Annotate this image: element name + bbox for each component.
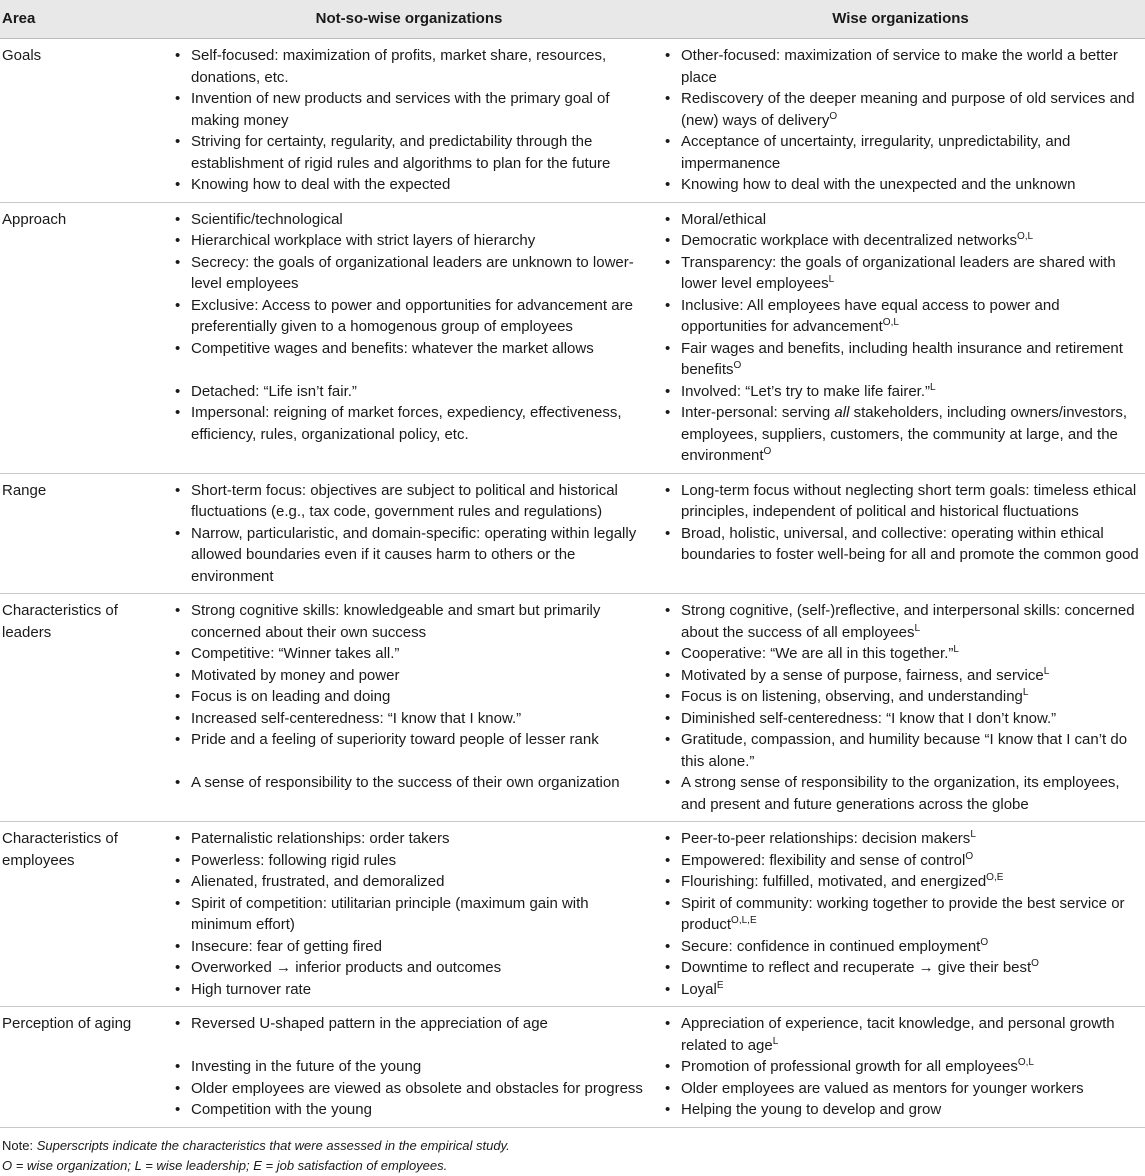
item-text: Investing in the future of the young [191,1058,422,1075]
superscript-marker: L [828,274,835,285]
superscript-marker: O [965,850,974,862]
superscript-marker: E [716,979,724,991]
item-text: Competitive wages and benefits: whatever the market allows [191,339,594,357]
item-text: Empowered: flexibility and sense of control [681,851,966,869]
item-text: Narrow, particularistic, and domain-specific: operating within legally allowed boundaries even if it causes harm to others or the environment [191,524,637,585]
item-text: Insecure: fear of getting fired [191,937,382,955]
item-text: Helping the young to develop and grow [681,1101,942,1118]
list-item [658,708,1145,730]
note-line-1: Superscripts indicate the characteristics that were assessed in the empirical study. [36,1137,510,1153]
table-note [0,1128,1145,1176]
list-item [658,772,1145,815]
list-item [658,936,1145,958]
row-area-label: Characteristics of employees [2,830,118,869]
item-text: Older employees are valued as mentors for younger workers [681,1079,1084,1097]
table-row [0,1007,1145,1128]
item-text: Promotion of professional growth for all employees [681,1058,1018,1075]
superscript-marker: O,L [882,317,899,328]
bullet-list [168,600,648,794]
list-item [658,230,1145,252]
table-row [0,39,1145,203]
note-prefix: Note: [2,1137,37,1153]
superscript-marker: O,L,E [731,915,757,926]
row-area-label: Perception of aging [2,1015,132,1032]
list-item [658,480,1145,523]
list-item [168,957,648,979]
list-item [168,600,648,643]
item-text: Pride and a feeling of superiority toward people of lesser rank [191,731,599,748]
item-text: Transparency: the goals of organizational leaders are shared with lower level employees [681,253,1116,292]
item-text: Peer-to-peer relationships: decision makers [681,830,971,847]
item-text: Inclusive: All employees have equal access to power and opportunities for advancement [681,296,1060,335]
item-text: Cooperative: “We are all in this together.” [681,645,954,662]
not-wise-cell [162,473,656,594]
list-item [658,402,1145,467]
header-wise: Wise organizations [656,0,1145,39]
list-item [658,665,1145,687]
list-item [658,828,1145,850]
item-text: Other-focused: maximization of service to make the world a better place [681,47,1118,86]
bullet-list [168,480,648,588]
list-item [168,1056,648,1078]
item-text: Gratitude, compassion, and humility because “I know that I can’t do this alone.” [681,731,1128,770]
list-item [168,828,648,850]
item-text: Exclusive: Access to power and opportunities for advancement are preferentially given to a homogenous group of employees [191,296,633,335]
list-item [658,523,1145,566]
superscript-marker: L [953,644,959,655]
item-text: Competition with the young [191,1101,372,1118]
row-area-label: Approach [2,210,67,228]
superscript-marker: O [980,936,989,948]
item-text: Paternalistic relationships: order takers [191,830,450,847]
item-text: Striving for certainty, regularity, and predictability through the establishment of rigid rules and algorithms to plan for the future [191,133,611,172]
list-item [168,893,648,936]
list-item [168,1013,648,1035]
item-text: Strong cognitive, (self-)reflective, and interpersonal skills: concerned about the success of all employees [681,602,1135,641]
header-area: Area [0,0,162,39]
list-item [658,1099,1145,1121]
list-item [658,871,1145,893]
list-item [658,1078,1145,1100]
list-item [658,295,1145,338]
list-item [658,893,1145,936]
list-item [168,45,648,88]
superscript-marker: L [1043,665,1050,677]
list-item [168,729,648,751]
list-item [168,209,648,231]
wise-cell [656,473,1145,594]
item-text: stakeholders, including owners/investors, employees, suppliers, customers, the community at large, and the environment [681,404,1128,464]
item-text: Invention of new products and services with the primary goal of making money [191,90,610,129]
item-text: Hierarchical workplace with strict layers of hierarchy [191,232,536,249]
item-text: Spirit of competition: utilitarian principle (maximum gain with minimum effort) [191,894,589,933]
list-item [658,209,1145,231]
item-text: Acceptance of uncertainty, irregularity, unpredictability, and impermanence [681,133,1071,172]
item-text: Alienated, frustrated, and demoralized [191,873,445,890]
list-item [168,88,648,131]
bullet-list [658,828,1145,1000]
list-item [168,643,648,665]
list-item [658,252,1145,295]
item-text: Short-term focus: objectives are subject to political and historical fluctuations (e.g., tax code, government rules and regulations) [191,481,618,520]
list-item [658,957,1145,979]
item-text: Reversed U-shaped pattern in the appreciation of age [191,1015,548,1032]
header-not-wise: Not-so-wise organizations [162,0,656,39]
list-item [658,338,1145,381]
item-text: Involved: “Let’s try to make life fairer.” [681,382,930,400]
list-item [168,174,648,196]
bullet-list [168,1013,648,1121]
wise-cell [656,1007,1145,1128]
list-item [168,686,648,708]
note-line-2: O = wise organization; L = wise leadership; E = job satisfaction of employees. [2,1157,448,1173]
list-item [168,338,648,360]
item-text: Spirit of community: working together to provide the best service or product [681,894,1125,933]
superscript-marker: L [772,1035,779,1047]
item-text: A sense of responsibility to the success of their own organization [191,774,620,791]
list-item [168,1078,648,1100]
superscript-marker: L [1022,687,1029,698]
row-area-label: Goals [2,47,42,64]
bullet-list [658,480,1145,566]
item-text: Secrecy: the goals of organizational leaders are unknown to lower-level employees [191,253,634,292]
item-text: Rediscovery of the deeper meaning and purpose of old services and (new) ways of delivery [681,90,1135,129]
item-text-emphasis: all [834,404,850,421]
wise-cell [656,39,1145,203]
not-wise-cell [162,594,656,822]
item-text: Appreciation of experience, tacit knowledge, and personal growth related to age [681,1015,1115,1054]
superscript-marker: L [930,381,936,393]
superscript-marker: L [914,622,921,634]
list-item [168,936,648,958]
superscript-marker: O,L [1016,231,1034,242]
list-item [658,850,1145,872]
superscript-marker: L [970,829,976,840]
not-wise-cell [162,822,656,1007]
bullet-list [658,600,1145,815]
item-text: Downtime to reflect and recuperate → give their best [681,959,1032,976]
item-text: Knowing how to deal with the expected [191,176,451,193]
wise-cell [656,822,1145,1007]
item-text: Scientific/technological [191,210,343,228]
superscript-marker: O [733,360,742,371]
list-item [658,979,1145,1001]
list-item [168,979,648,1001]
item-text: Fair wages and benefits, including health insurance and retirement benefits [681,339,1123,378]
list-item [168,252,648,295]
item-text: Focus is on listening, observing, and understanding [681,688,1023,705]
bullet-list [168,45,648,196]
not-wise-cell [162,202,656,473]
list-item [168,871,648,893]
item-text: Increased self-centeredness: “I know that I know.” [191,709,522,727]
superscript-marker: O,L [1017,1057,1034,1068]
superscript-marker: O [1031,958,1039,969]
list-item [168,850,648,872]
bullet-list [658,209,1145,467]
list-item [168,1099,648,1121]
list-item [168,381,648,403]
superscript-marker: O,E [986,872,1004,883]
bullet-list [658,45,1145,196]
item-text: Strong cognitive skills: knowledgeable and smart but primarily concerned about their own success [191,602,601,641]
wise-cell [656,594,1145,822]
bullet-list [658,1013,1145,1121]
list-item [658,643,1145,665]
item-text: A strong sense of responsibility to the organization, its employees, and present and future generations across the globe [681,774,1120,813]
list-item [658,686,1145,708]
item-text: Self-focused: maximization of profits, market share, resources, donations, etc. [191,47,607,86]
item-text: Flourishing: fulfilled, motivated, and energized [681,873,987,890]
table-row [0,473,1145,594]
row-area-label: Characteristics of leaders [2,602,118,641]
not-wise-cell [162,39,656,203]
list-item [658,600,1145,643]
list-item [658,88,1145,131]
superscript-marker: O [763,446,772,457]
item-text: Diminished self-centeredness: “I know that I don’t know.” [681,709,1057,727]
item-text: Competitive: “Winner takes all.” [191,645,400,662]
item-text: Older employees are viewed as obsolete and obstacles for progress [191,1079,643,1097]
list-item [658,381,1145,403]
item-text: Moral/ethical [681,210,767,228]
list-item [658,45,1145,88]
list-item [658,729,1145,772]
bullet-list [168,828,648,1000]
list-item [168,708,648,730]
list-item [168,665,648,687]
table-row [0,202,1145,473]
item-text: Secure: confidence in continued employment [681,937,981,955]
list-item [658,174,1145,196]
bullet-list [168,209,648,446]
list-item [658,131,1145,174]
item-text: Knowing how to deal with the unexpected and the unknown [681,176,1076,193]
list-item [168,523,648,588]
item-text: Broad, holistic, universal, and collective: operating within ethical boundaries to foster well-being for all and promote the common good [681,524,1139,563]
wise-cell [656,202,1145,473]
row-area-label: Range [2,481,47,499]
list-item [658,1056,1145,1078]
item-text-prefix: Inter-personal: serving [681,404,835,421]
table-row [0,594,1145,822]
superscript-marker: O [829,110,838,122]
item-text: Motivated by a sense of purpose, fairness, and service [681,666,1044,684]
item-text: Detached: “Life isn’t fair.” [191,382,357,400]
item-text: Loyal [681,980,717,998]
item-text: Focus is on leading and doing [191,688,391,705]
list-item [168,480,648,523]
not-wise-cell [162,1007,656,1128]
item-text: Democratic workplace with decentralized networks [681,232,1017,249]
item-text: Overworked → inferior products and outcomes [191,959,502,976]
list-item [168,295,648,338]
item-text: High turnover rate [191,980,312,998]
table-row [0,822,1145,1007]
list-item [168,402,648,445]
list-item [168,772,648,794]
list-item [168,230,648,252]
header-row [0,0,1145,39]
list-item [168,131,648,174]
item-text: Impersonal: reigning of market forces, expediency, effectiveness, efficiency, rules, organizational policy, etc. [191,404,622,443]
item-text: Long-term focus without neglecting short term goals: timeless ethical principles, independent of political and historical fluctuations [681,481,1137,520]
item-text: Motivated by money and power [191,666,400,684]
item-text: Powerless: following rigid rules [191,851,397,869]
list-item [658,1013,1145,1056]
